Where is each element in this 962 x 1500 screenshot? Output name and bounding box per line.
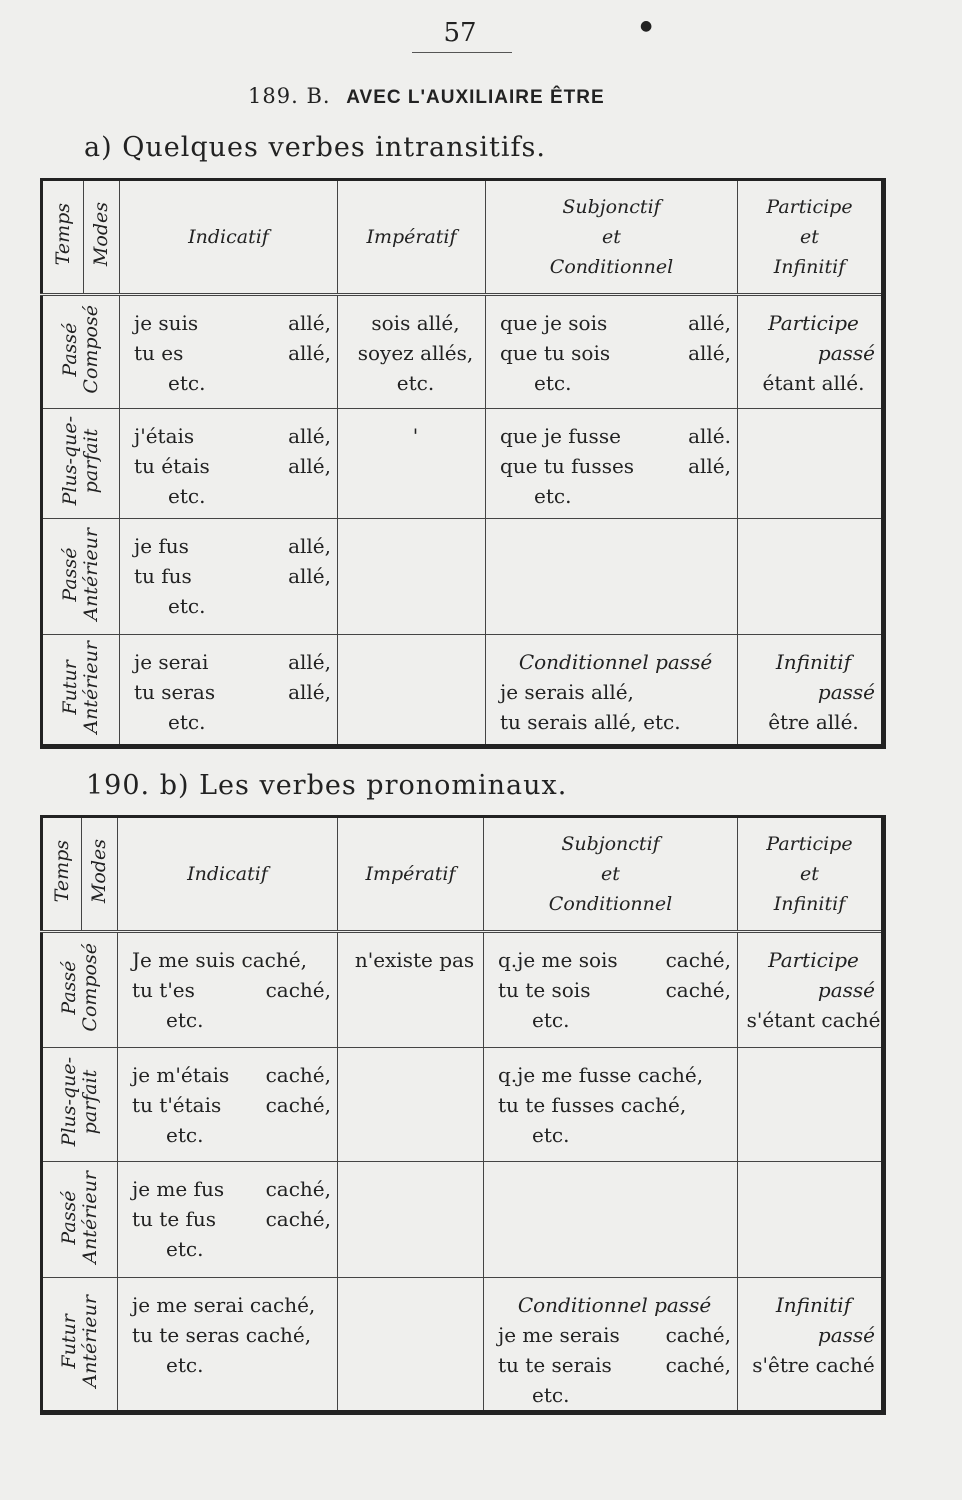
participle: caché, [265, 978, 331, 1002]
participle: caché, [265, 1207, 331, 1231]
subjonctif-line [500, 338, 731, 368]
subjonctif-line [500, 707, 731, 737]
tense-word: Plus-que- [58, 1057, 81, 1147]
header-temps [42, 817, 82, 932]
pronoun-verb: je fus [134, 534, 189, 558]
tense-word: Antérieur [80, 527, 102, 621]
header-indicatif [118, 817, 338, 932]
pronoun-verb: etc. [168, 484, 206, 508]
participle: allé, [288, 534, 331, 558]
pronoun-verb: etc. [168, 371, 206, 395]
participe-line: Participe [768, 948, 859, 972]
tense-word: Antérieur [79, 1295, 101, 1388]
pronoun-verb: etc. [166, 1008, 204, 1032]
conjugation-line [134, 707, 331, 737]
subj-verb: tu te sois [498, 978, 591, 1002]
subjonctif-line [498, 1060, 731, 1090]
tense-row [42, 635, 884, 747]
imperatif-line: ' [412, 424, 419, 448]
subjonctif-cell [486, 409, 738, 519]
conjugation-line [132, 1204, 331, 1234]
tense-word: Antérieur [80, 640, 102, 734]
imperatif-cell [338, 519, 486, 635]
subjonctif-line [498, 1320, 731, 1350]
conjugation-line [134, 421, 331, 451]
tense-name [60, 416, 102, 505]
subj-participle: caché, [665, 1353, 731, 1377]
subj-verb: tu serais allé, etc. [500, 710, 681, 734]
pronoun-verb: tu t'étais [132, 1093, 222, 1117]
subjonctif-line [500, 481, 731, 511]
tense-word: parfait [79, 1069, 101, 1135]
conjugation-table-intransitive [40, 178, 886, 749]
tense-label [42, 635, 120, 747]
header-participe-line: et [800, 226, 819, 248]
header-subjonctif [484, 817, 738, 932]
participe-cell [738, 295, 884, 409]
header-indicatif-label: Indicatif [187, 863, 268, 885]
pronoun-verb: tu es [134, 341, 184, 365]
header-participe [738, 817, 884, 932]
tense-row [42, 1162, 884, 1278]
imperatif-cell [338, 932, 484, 1048]
subj-verb: tu te serais [498, 1353, 612, 1377]
imperatif-line: soyez allés, [357, 341, 474, 365]
header-imperatif [338, 180, 486, 295]
table1-subtitle: a) Quelques verbes intransitifs. [84, 132, 546, 163]
subj-participle: caché, [665, 978, 731, 1002]
section-heading [248, 84, 605, 109]
conjugation-line [134, 338, 331, 368]
participle: caché, [265, 1177, 331, 1201]
tense-row [42, 519, 884, 635]
header-participe-line: Participe [766, 833, 853, 855]
imperatif-line: sois allé, [371, 311, 460, 335]
indicatif-cell [118, 1048, 338, 1162]
conjugation-line [132, 1120, 331, 1150]
tense-name [60, 528, 102, 621]
header-participe [738, 180, 884, 295]
participle: allé, [288, 680, 331, 704]
header-indicatif [120, 180, 338, 295]
subjonctif-cell [484, 1162, 738, 1278]
pronoun-verb: tu seras [134, 680, 216, 704]
tense-label [42, 1278, 118, 1413]
subj-verb: etc. [532, 1383, 570, 1407]
participe-line: Infinitif [775, 1293, 852, 1317]
header-modes-label: Modes [90, 202, 113, 267]
tense-word: Futur [59, 659, 82, 715]
header-indicatif-label: Indicatif [188, 226, 269, 248]
section-title: AVEC L'AUXILIAIRE ÊTRE [346, 87, 605, 108]
tense-name [59, 1057, 101, 1146]
tense-word: Passé [58, 960, 81, 1015]
participe-cell [738, 635, 884, 747]
section-letter: B. [306, 84, 331, 108]
subj-participle: allé, [688, 341, 731, 365]
subjonctif-cell [484, 1048, 738, 1162]
subj-participle: caché, [665, 1323, 731, 1347]
header-subjonctif-line: Subjonctif [561, 833, 660, 855]
subjonctif-cell [486, 519, 738, 635]
tense-row [42, 1278, 884, 1413]
indicatif-cell [120, 295, 338, 409]
conjugation-line [132, 1090, 331, 1120]
header-subjonctif-line: et [601, 863, 620, 885]
participe-line: étant allé. [762, 371, 865, 395]
conjugation-line [134, 531, 331, 561]
participe-cell [738, 932, 884, 1048]
subj-participle: allé. [688, 424, 731, 448]
subjonctif-cell [484, 1278, 738, 1413]
conditionnel-title: Conditionnel passé [518, 650, 713, 674]
pronoun-verb: je me serai caché, [132, 1293, 316, 1317]
conjugation-line [134, 368, 331, 398]
pronoun-verb: Je me suis caché, [132, 948, 307, 972]
subj-participle: allé, [688, 454, 731, 478]
subjonctif-line [498, 945, 731, 975]
pronoun-verb: tu fus [134, 564, 192, 588]
participe-line: passé [817, 680, 875, 704]
header-imperatif-label: Impératif [365, 863, 456, 885]
subjonctif-line [500, 451, 731, 481]
participle: caché, [265, 1093, 331, 1117]
subj-verb: je serais allé, [500, 680, 634, 704]
participe-cell [738, 1048, 884, 1162]
tense-row [42, 1048, 884, 1162]
pronoun-verb: tu étais [134, 454, 210, 478]
conjugation-line [134, 481, 331, 511]
pronoun-verb: je suis [134, 311, 199, 335]
subj-verb: etc. [532, 1008, 570, 1032]
pronoun-verb: etc. [166, 1123, 204, 1147]
tense-label [42, 519, 120, 635]
conjugation-line [132, 1234, 331, 1264]
imperatif-cell [338, 635, 486, 747]
header-participe-line: Participe [766, 196, 853, 218]
participe-line: Infinitif [775, 650, 852, 674]
participe-line: s'étant caché [746, 1008, 881, 1032]
indicatif-cell [118, 932, 338, 1048]
conjugation-line [134, 591, 331, 621]
tense-name [60, 305, 102, 394]
indicatif-cell [120, 635, 338, 747]
participe-cell [738, 1162, 884, 1278]
subj-verb: q.je me fusse caché, [498, 1063, 704, 1087]
subj-verb: etc. [534, 371, 572, 395]
subjonctif-line [498, 1380, 731, 1410]
imperatif-line: etc. [396, 371, 435, 395]
conditionnel-title: Conditionnel passé [517, 1293, 712, 1317]
subjonctif-line [500, 677, 731, 707]
subj-verb: que tu sois [500, 341, 611, 365]
header-subjonctif-line: Conditionnel [549, 256, 674, 278]
participe-cell [738, 1278, 884, 1413]
header-participe-line: Infinitif [773, 893, 846, 915]
subjonctif-line [500, 421, 731, 451]
subjonctif-cell [484, 932, 738, 1048]
conjugation-table-pronominal [40, 815, 886, 1415]
conjugation-line [132, 1350, 331, 1380]
subjonctif-line [500, 308, 731, 338]
tense-word: Antérieur [79, 1170, 101, 1264]
participle: allé, [288, 454, 331, 478]
pronoun-verb: je me fus [132, 1177, 225, 1201]
subjonctif-cell [486, 295, 738, 409]
subj-verb: q.je me sois [498, 948, 618, 972]
header-temps-label: Temps [50, 840, 73, 903]
participe-line: passé [817, 1323, 875, 1347]
conjugation-line [132, 1320, 331, 1350]
header-subjonctif-line: et [602, 226, 621, 248]
conjugation-line [132, 1290, 331, 1320]
indicatif-cell [120, 409, 338, 519]
tense-word: Composé [80, 305, 102, 394]
tense-word: Passé [59, 322, 82, 377]
tense-word: Futur [58, 1314, 81, 1369]
subj-verb: que je fusse [500, 424, 621, 448]
tense-name [59, 1295, 101, 1388]
participle: allé, [288, 341, 331, 365]
header-imperatif-label: Impératif [366, 226, 457, 248]
participe-line: être allé. [768, 710, 859, 734]
conjugation-line [132, 975, 331, 1005]
pronoun-verb: je serai [134, 650, 209, 674]
tense-name [60, 641, 102, 734]
page-number: 57 [443, 18, 477, 48]
indicatif-cell [120, 519, 338, 635]
conjugation-line [132, 1174, 331, 1204]
subj-participle: caché, [665, 948, 731, 972]
subj-verb: tu te fusses caché, [498, 1093, 687, 1117]
subjonctif-cell [486, 635, 738, 747]
table2-subtitle: 190. b) Les verbes pronominaux. [86, 770, 568, 801]
pronoun-verb: tu te fus [132, 1207, 217, 1231]
imperatif-line: n'existe pas [354, 948, 475, 972]
participe-cell [738, 519, 884, 635]
header-subjonctif-line: Subjonctif [562, 196, 661, 218]
participle: allé, [288, 311, 331, 335]
tense-row [42, 295, 884, 409]
conjugation-line [132, 1005, 331, 1035]
imperatif-cell [338, 1278, 484, 1413]
header-temps [42, 180, 84, 295]
conjugation-line [134, 647, 331, 677]
pronoun-verb: etc. [166, 1237, 204, 1261]
subjonctif-line [500, 368, 731, 398]
pronoun-verb: etc. [168, 594, 206, 618]
tense-name [59, 1171, 101, 1264]
header-temps-label: Temps [51, 203, 74, 266]
tense-word: Plus-que- [59, 416, 82, 506]
imperatif-cell [338, 409, 486, 519]
tense-label [42, 932, 118, 1048]
tense-name [59, 943, 101, 1032]
subj-verb: etc. [532, 1123, 570, 1147]
pronoun-verb: etc. [166, 1353, 204, 1377]
imperatif-cell [338, 295, 486, 409]
subjonctif-line [498, 1120, 731, 1150]
indicatif-cell [118, 1162, 338, 1278]
subj-verb: que tu fusses [500, 454, 635, 478]
tense-row [42, 409, 884, 519]
header-subjonctif-line: Conditionnel [548, 893, 673, 915]
header-modes [84, 180, 120, 295]
conjugation-line [134, 561, 331, 591]
pronoun-verb: tu t'es [132, 978, 195, 1002]
participle: allé, [288, 650, 331, 674]
page-number-rule [412, 52, 512, 53]
conjugation-line [132, 1060, 331, 1090]
pronoun-verb: tu te seras caché, [132, 1323, 312, 1347]
subj-verb: je me serais [498, 1323, 620, 1347]
participe-cell [738, 409, 884, 519]
participle: caché, [265, 1063, 331, 1087]
tense-word: Passé [59, 547, 82, 602]
header-subjonctif [486, 180, 738, 295]
tense-word: Passé [58, 1190, 81, 1245]
pronoun-verb: etc. [168, 710, 206, 734]
indicatif-cell [118, 1278, 338, 1413]
conjugation-line [132, 945, 331, 975]
section-number: 189. [248, 84, 299, 108]
participe-line: Participe [768, 311, 859, 335]
subjonctif-line [498, 1090, 731, 1120]
header-modes [82, 817, 118, 932]
subj-verb: etc. [534, 484, 572, 508]
conjugation-line [134, 308, 331, 338]
subjonctif-line [498, 1350, 731, 1380]
participle: allé, [288, 564, 331, 588]
tense-label [42, 295, 120, 409]
pronoun-verb: je m'étais [132, 1063, 230, 1087]
participle: allé, [288, 424, 331, 448]
tense-word: Composé [79, 943, 101, 1032]
participe-line: s'être caché [752, 1353, 875, 1377]
ink-dot: ● [640, 18, 653, 34]
subjonctif-line [498, 1005, 731, 1035]
imperatif-cell [338, 1048, 484, 1162]
subj-participle: allé, [688, 311, 731, 335]
subjonctif-line [498, 975, 731, 1005]
tense-label [42, 409, 120, 519]
conjugation-line [134, 677, 331, 707]
tense-row [42, 932, 884, 1048]
conjugation-line [134, 451, 331, 481]
header-modes-label: Modes [88, 839, 111, 904]
participe-line: passé [817, 978, 875, 1002]
header-participe-line: Infinitif [773, 256, 846, 278]
header-participe-line: et [800, 863, 819, 885]
header-imperatif [338, 817, 484, 932]
pronoun-verb: j'étais [134, 424, 195, 448]
subj-verb: que je sois [500, 311, 608, 335]
participe-line: passé [817, 341, 875, 365]
tense-label [42, 1162, 118, 1278]
imperatif-cell [338, 1162, 484, 1278]
tense-word: parfait [80, 428, 102, 494]
tense-label [42, 1048, 118, 1162]
